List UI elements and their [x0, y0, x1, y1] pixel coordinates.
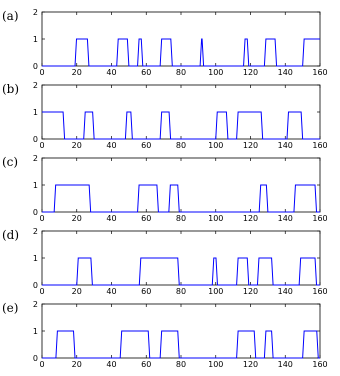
x-tick-label: 100 [208, 287, 224, 296]
x-tick-label: 0 [39, 68, 45, 77]
x-tick-label: 160 [312, 287, 328, 296]
y-tick-label: 0 [32, 354, 38, 363]
x-tick-label: 120 [242, 141, 259, 150]
x-tick-label: 40 [106, 360, 117, 369]
x-tick-label: 20 [71, 287, 82, 296]
x-tick-label: 40 [106, 214, 117, 223]
y-tick-label: 1 [32, 108, 38, 117]
panel-label-e: (e) [2, 301, 19, 315]
panel-label-a: (a) [2, 9, 19, 23]
x-tick-label: 0 [39, 141, 45, 150]
panel-c [2, 154, 328, 223]
x-tick-label: 40 [106, 141, 117, 150]
y-tick-label: 2 [32, 227, 38, 236]
x-tick-label: 60 [141, 360, 152, 369]
x-tick-label: 100 [208, 360, 224, 369]
x-tick-label: 80 [175, 141, 187, 150]
series-line-d [42, 258, 320, 285]
x-tick-label: 20 [71, 68, 82, 77]
x-tick-label: 20 [71, 360, 82, 369]
y-tick-label: 0 [32, 135, 38, 144]
y-tick-label: 0 [32, 281, 38, 290]
series-line-b [42, 112, 320, 139]
panel-a [2, 8, 328, 77]
x-tick-label: 0 [39, 360, 45, 369]
x-tick-label: 0 [39, 214, 45, 223]
x-tick-label: 160 [312, 141, 328, 150]
y-tick-label: 2 [32, 81, 38, 90]
y-tick-label: 2 [32, 8, 38, 17]
y-tick-label: 1 [32, 254, 38, 263]
x-tick-label: 80 [175, 68, 187, 77]
x-tick-label: 120 [242, 360, 259, 369]
x-tick-label: 80 [175, 287, 187, 296]
y-tick-label: 1 [32, 327, 38, 336]
x-tick-label: 140 [277, 287, 293, 296]
x-tick-label: 60 [141, 287, 152, 296]
x-tick-label: 140 [277, 360, 293, 369]
y-tick-label: 1 [32, 35, 38, 44]
x-tick-label: 140 [277, 214, 293, 223]
x-tick-label: 40 [106, 68, 117, 77]
x-tick-label: 40 [106, 287, 117, 296]
panel-d [2, 227, 328, 296]
panel-e [2, 300, 328, 369]
x-tick-label: 100 [208, 141, 224, 150]
x-tick-label: 140 [277, 141, 293, 150]
x-tick-label: 80 [175, 214, 187, 223]
x-tick-label: 60 [141, 68, 152, 77]
y-tick-label: 0 [32, 62, 38, 71]
axes-frame [42, 304, 320, 358]
x-tick-label: 120 [242, 214, 259, 223]
x-tick-label: 20 [71, 141, 82, 150]
y-tick-label: 2 [32, 300, 38, 309]
x-tick-label: 120 [242, 68, 259, 77]
y-tick-label: 1 [32, 181, 38, 190]
x-tick-label: 100 [208, 68, 224, 77]
panel-b [2, 81, 328, 150]
x-tick-label: 140 [277, 68, 293, 77]
x-tick-label: 0 [39, 287, 45, 296]
x-tick-label: 100 [208, 214, 224, 223]
panel-label-d: (d) [2, 228, 20, 242]
x-tick-label: 60 [141, 141, 152, 150]
panel-label-b: (b) [2, 82, 20, 96]
x-tick-label: 80 [175, 360, 187, 369]
x-tick-label: 160 [312, 68, 328, 77]
series-line-c [42, 185, 320, 212]
x-tick-label: 20 [71, 214, 82, 223]
x-tick-label: 120 [242, 287, 259, 296]
y-tick-label: 0 [32, 208, 38, 217]
x-tick-label: 160 [312, 360, 328, 369]
series-line-e [42, 331, 320, 358]
y-tick-label: 2 [32, 154, 38, 163]
x-tick-label: 60 [141, 214, 152, 223]
series-line-a [42, 39, 320, 66]
panel-label-c: (c) [2, 155, 19, 169]
x-tick-label: 160 [312, 214, 328, 223]
